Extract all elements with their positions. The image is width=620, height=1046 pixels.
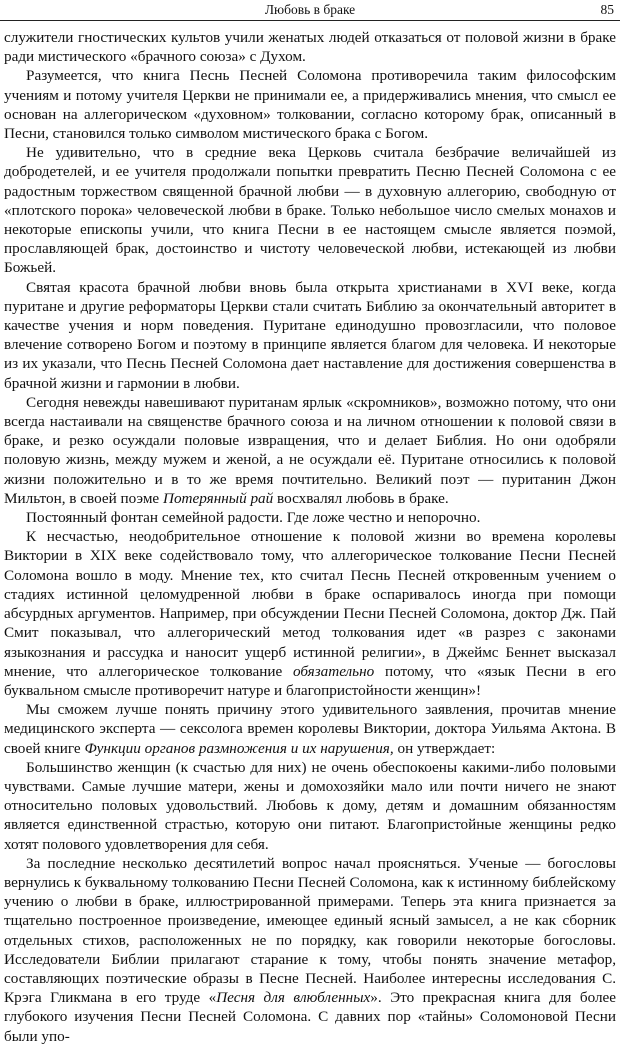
text-run: Разумеется, что книга Песнь Песней Соломона противоречила таким философским учениям и потому учителя Церкви не принимали ее, а придерживались мнения, что смысл ее основан на аллегорическом «духовном» толковании, согласно которому брак, описанный в Песни, становился только символом мистического брака с Богом. [4,67,616,143]
italic-title: Потерянный рай [162,489,274,507]
text-run: Не удивительно, что в средние века Церковь считала безбрачие величайшей из добродетелей, и ее учителя продолжали попытки превратить Песню Песней Соломона с ее радостным торжеством священной брачной любви — в духовную аллегорию, свободную от «плотского порока» человеческой любви в браке. Только небольшое число смелых монахов и некоторые епископы учили, что книга Песни в ее настоящем смысле является поэмой, прославляющей брак, достоинство и чистоту человеческой любви, истекающей из любви Божьей. [4,144,616,277]
paragraph [4,143,616,277]
paragraph [4,508,616,527]
text-run: Большинство женщин (к счастью для них) не очень обеспокоены какими-либо половыми чувствами. Самые лучшие матери, жены и домохозяйки мало или почти ничего не знают относительно половых удовольствий. Любовь к дому, детям и домашним обязанностям является единственной страстью, которую они питают. Благопристойные женщины редко хотят полового удовлетворения для себя. [4,758,616,853]
paragraph [4,527,616,700]
body-text [4,28,616,1046]
text-run: восхвалял любовь в браке. [273,489,449,507]
paragraph [4,28,616,66]
text-run: Постоянный фонтан семейной радости. Где ложе честно и непорочно. [26,509,481,527]
paragraph [4,66,616,143]
paragraph [4,278,616,393]
text-run: Мы сможем лучше понять причину этого удивительного заявления, прочитав мнение медицинского эксперта — сексолога времен королевы Виктории, доктора Уильяма Актона. В своей книге [4,701,616,757]
text-run: он утверждает: [393,739,496,757]
paragraph [4,393,616,508]
paragraph [4,854,616,1046]
page-number: 85 [600,2,614,17]
italic-title: Песня для влюбленных [216,989,371,1007]
text-run: ». Это прекрасная книга для более глубокого изучения Песни Песней Соломона. С давних пор «тайны» Соломоновой Песни были упо- [4,989,617,1045]
paragraph [4,700,616,758]
text-run: За последние несколько десятилетий вопрос начал проясняться. Ученые — богословы вернулись к буквальному толкованию Песни Песней Соломона, как к истинному библейскому учению о любви в браке, иллюстрированной примерами. Теперь эта книга признается за тщательно построенное произведение, имеющее единый ясный замысел, а не как сборник отдельных стихов, расположенных не по порядку, как говорили некоторые богословы. Исследователи Библии прилагают старание к тому, чтобы понять значение метафор, составляющих поэтические образы в Песне Песней. Наиболее интересны исследования С. Крэга Гликмана в его труде « [4,854,616,1007]
text-run: Святая красота брачной любви вновь была открыта христианами в XVI веке, когда пуритане и другие реформаторы Церкви стали считать Библию за окончательный авторитет в качестве учения и норм поведения. Пуритане единодушно провозгласили, что половое влечение сотворено Богом и поэтому в принципе является благом для человека. И некоторые из их указали, что Песнь Песней Соломона дает наставление для достижения совершенства в брачной жизни и гармонии в любви. [4,278,616,392]
italic-title: обязательно [293,662,375,680]
running-header [0,0,620,21]
paragraph [4,758,616,854]
running-title: Любовь в браке [264,2,356,17]
italic-title: Функции органов размножения и их нарушения, [84,739,394,757]
text-run: потому, что «язык Песни в его буквальном смысле противоречит натуре и благопристойности женщин»! [4,662,617,699]
text-run: К несчастью, неодобрительное отношение к половой жизни во времена королевы Виктории в XIX веке содействовало тому, что аллегорическое толкование Песни Песней Соломона вошло в моду. Мнение тех, кто считал Песнь Песней откровенным учением о стадиях истинной целомудренной любви в браке оспаривалось иногда при помощи абсурдных аргументов. Например, при обсуждении Песни Песней Соломона, доктор Дж. Пай Смит показывал, что аллегорический метод толкования идет «в разрез с законами языкознания и рассудка и наносит ущерб истинной религии», в Джеймс Беннет высказал мнение, что аллегорическое толкование [4,528,616,680]
text-run: Сегодня невежды навешивают пуританам ярлык «скромников», возможно потому, что они всегда настаивали на священстве брачного союза и на личном отношении к половой связи в браке, и резко осуждали половые извращения, что и делает Библия. Но они одобряли половую жизнь, между мужем и женой, а не осуждали её. Пуритане относились к половой жизни положительно и в то же время почтительно. Великий поэт — пуританин Джон Мильтон, в своей поэме [4,393,616,507]
text-run: служители гностических культов учили женатых людей отказаться от половой жизни в браке ради мистического «брачного союза» с Духом. [4,29,616,66]
